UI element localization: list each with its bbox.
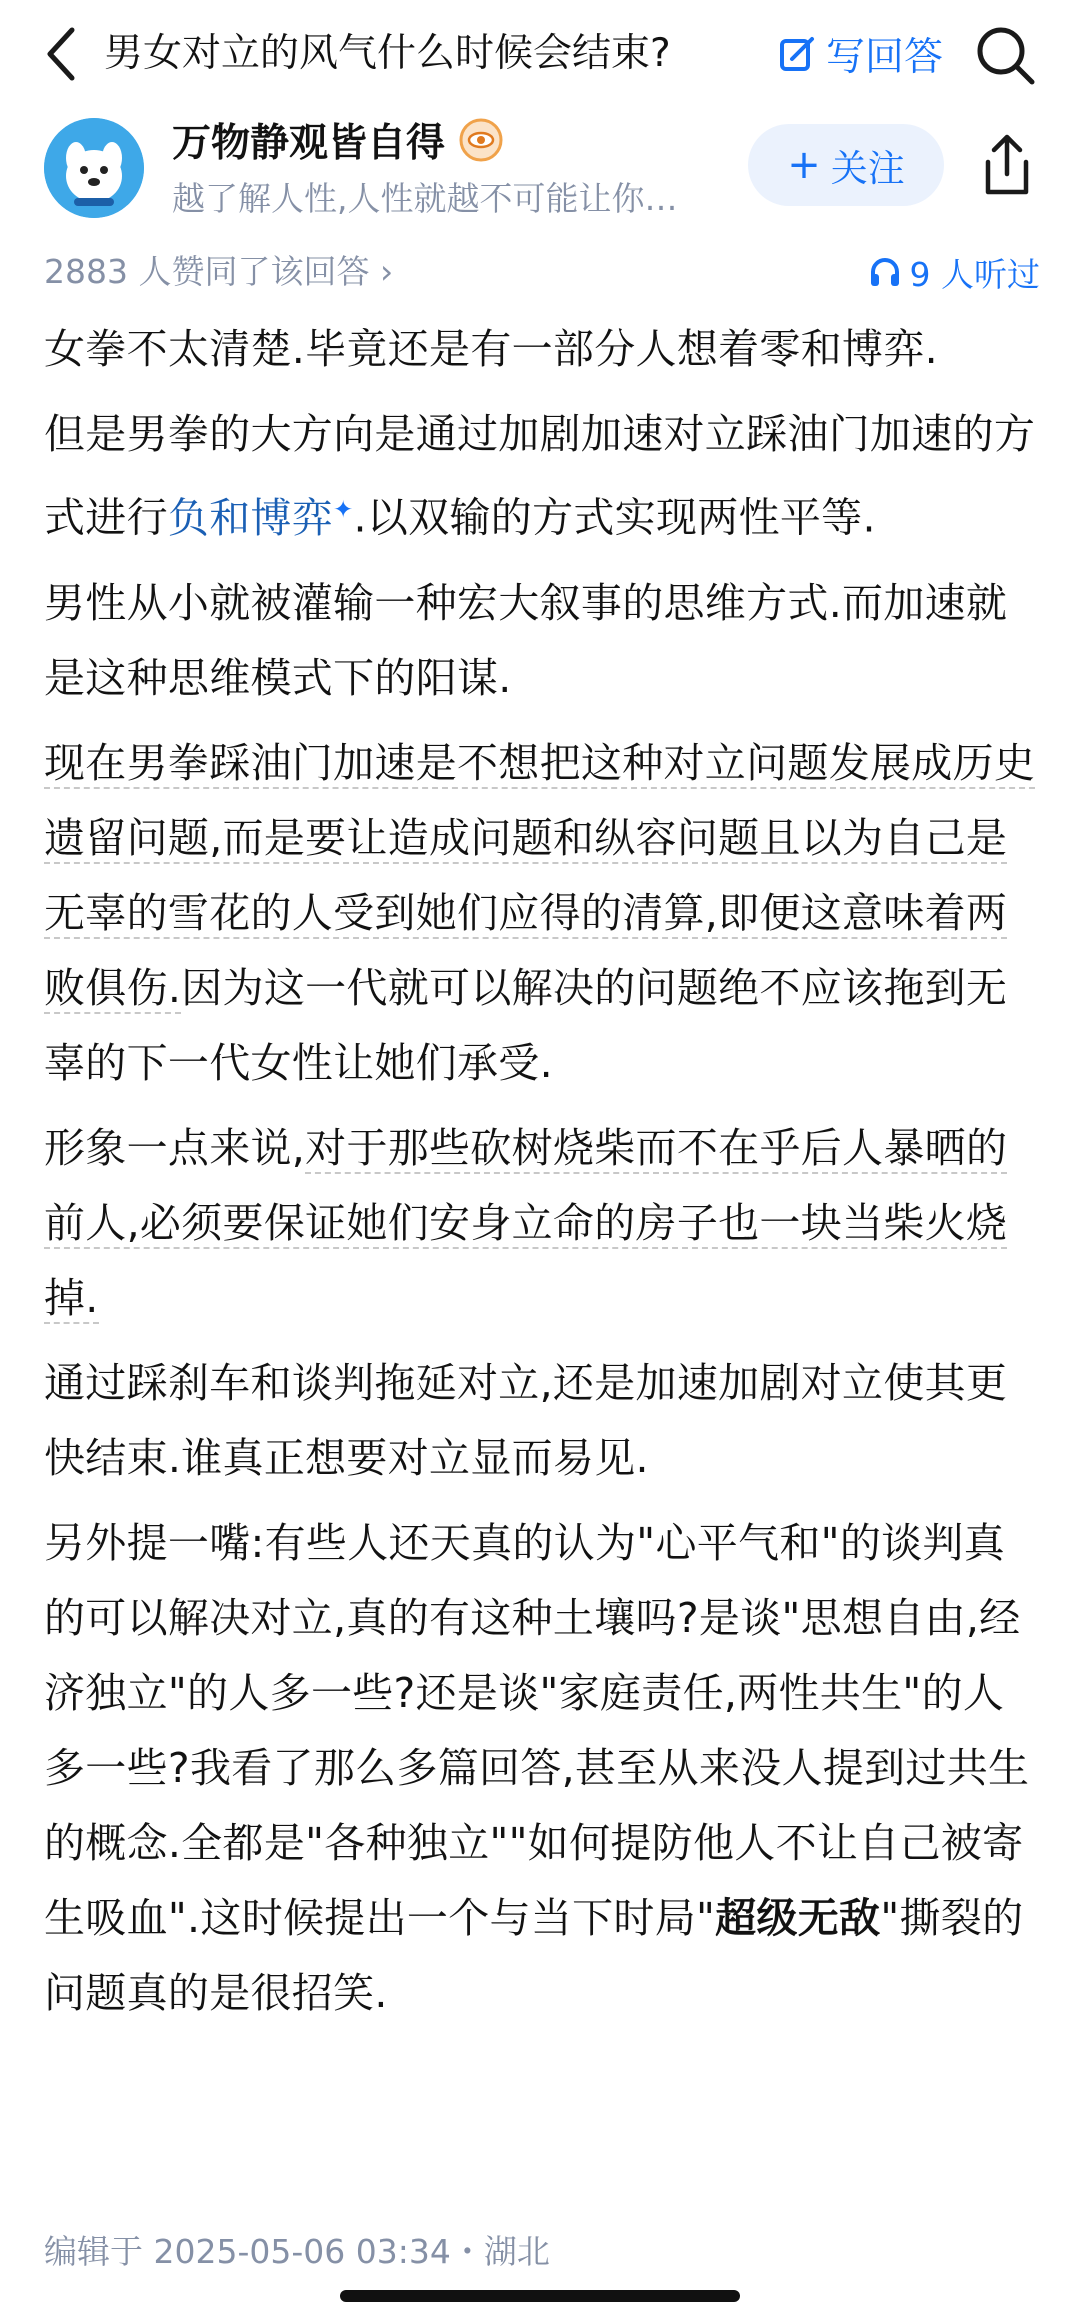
avatar[interactable] (44, 118, 144, 218)
paragraph-2-text-b: .以双输的方式实现两性平等. (353, 493, 876, 542)
eye-badge-icon (459, 118, 503, 162)
answer-paragraph-5 (44, 1111, 1044, 1336)
search-icon[interactable] (972, 22, 1038, 88)
follow-label: 关注 (830, 147, 905, 190)
paragraph-7-text-a: 另外提一嘴:有些人还天真的认为"心平气和"的谈判真的可以解决对立,真的有这种土壤吗?是谈"思想自由,经济独立"的人多一些?还是谈"家庭责任,两性共生"的人多一些?我看了那么多篇回答,甚至从来没人提到过共生的概念.全都是"各种独立""如何提防他人不让自己被寄生吸血".这时候提出一个与当下时局" (44, 1518, 1030, 1942)
author-name[interactable]: 万物静观皆自得 (172, 121, 446, 166)
listened-text: 9 人听过 (909, 254, 1040, 294)
bold-text: 超级无敌 (715, 1893, 881, 1942)
listened-count[interactable] (868, 244, 1041, 300)
edit-icon (778, 35, 816, 73)
answer-paragraph-4 (44, 726, 1044, 1101)
write-answer-button[interactable] (778, 26, 943, 82)
headphones-icon (868, 255, 902, 289)
link-text: 负和博弈 (167, 493, 334, 542)
dog-avatar-icon (44, 118, 144, 218)
highlighted-text-2[interactable]: 对于那些砍树烧柴而不在乎后人暴晒的前人,必须要保证她们安身立命的房子也一块当柴火烧掉. (44, 1123, 1008, 1322)
edited-info: 编辑于 2025-05-06 03:34・湖北 (44, 2232, 550, 2271)
negative-sum-game-link[interactable] (168, 494, 354, 542)
stats-row (0, 244, 1080, 300)
answer-paragraph-2 (44, 397, 1044, 556)
top-bar (0, 0, 1080, 110)
home-indicator[interactable] (340, 2290, 740, 2302)
paragraph-5-text-a: 形象一点来说, (44, 1123, 306, 1172)
author-name-row (172, 114, 503, 166)
follow-button[interactable] (748, 124, 944, 206)
share-icon[interactable] (978, 132, 1036, 198)
answer-content (44, 312, 1044, 2041)
paragraph-4-text-b: 因为这一代就可以解决的问题绝不应该拖到无辜的下一代女性让她们承受. (44, 963, 1008, 1087)
plus-icon: + (787, 142, 821, 188)
answer-paragraph-6: 通过踩刹车和谈判拖延对立,还是加速加剧对立使其更快结束.谁真正想要对立显而易见. (44, 1358, 1008, 1482)
highlighted-text-1[interactable]: 现在男拳踩油门加速是不想把这种对立问题发展成历史遗留问题,而是要让造成问题和纵容问题且以为自己是无辜的雪花的人受到她们应得的清算,即便这意味着两败俱伤. (44, 738, 1036, 1012)
author-row (0, 112, 1080, 242)
answer-paragraph-1: 女拳不太清楚.毕竟还是有一部分人想着零和博弈. (44, 325, 938, 373)
question-title[interactable]: 男女对立的风气什么时候会结束? (104, 31, 671, 76)
paragraph-2-text-a: 但是男拳的大方向是通过加剧加速对立踩油门加速的方式进行 (44, 410, 1036, 542)
likes-count[interactable]: 2883 人赞同了该回答 › (44, 252, 394, 291)
answer-paragraph-7 (44, 1506, 1044, 2031)
paragraph-7-text-b: "撕裂的问题真的是很招笑. (44, 1893, 1024, 2017)
back-arrow-icon[interactable] (40, 22, 84, 86)
sparkle-icon: ✦ (333, 495, 354, 523)
write-answer-label: 写回答 (826, 35, 944, 80)
author-bio: 越了解人性,人性就越不可能让你… (172, 179, 678, 218)
answer-paragraph-3: 男性从小就被灌输一种宏大叙事的思维方式.而加速就是这种思维模式下的阳谋. (44, 578, 1008, 702)
